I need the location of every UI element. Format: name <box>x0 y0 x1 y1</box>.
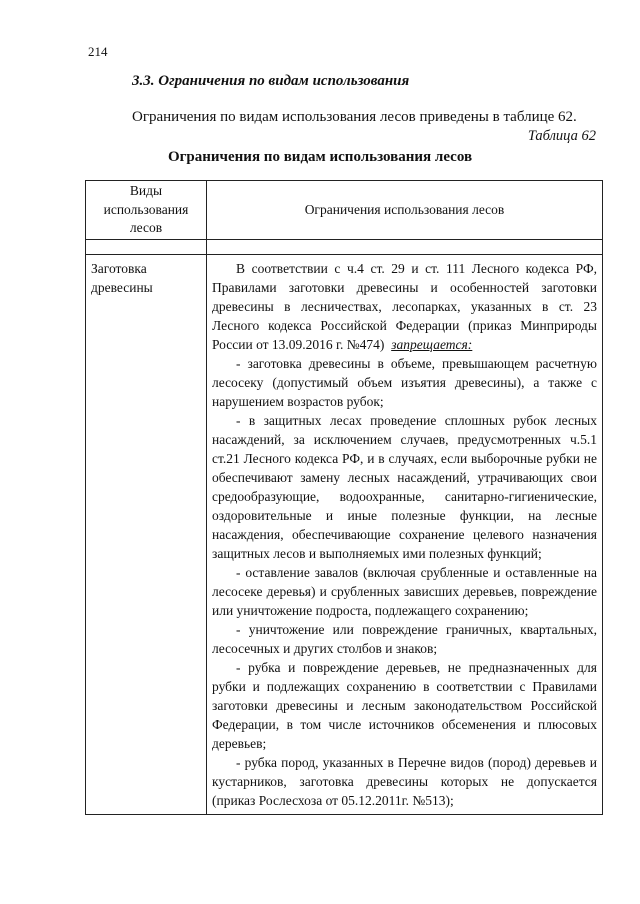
use-type-cell: Заготовка древесины <box>86 254 207 814</box>
table-row <box>86 254 603 814</box>
restriction-intro-text: В соответствии с ч.4 ст. 29 и ст. 111 Лесного кодекса РФ, Правилами заготовки древесины и особенностей заготовки древесины в лесничествах, лесопарках, указанных в ст. 23 Лесного кодекса Российской Федерации (приказ Минприроды России от 13.09.2016 г. №474) <box>212 260 597 352</box>
table-label: Таблица 62 <box>527 128 596 144</box>
section-heading: 3.3. Ограничения по видам использования <box>132 73 410 89</box>
table-title: Ограничения по видам использования лесов <box>167 149 473 165</box>
header-forest-use-types: Виды использования лесов <box>86 181 207 240</box>
restriction-intro <box>212 259 597 354</box>
restriction-item: - заготовка древесины в объеме, превышающем расчетную лесосеку (допустимый объем изъятия древесины), а также с нарушением возрастов рубок; <box>212 355 597 409</box>
intro-paragraph: Ограничения по видам использования лесов приведены в таблице 62. <box>132 109 577 125</box>
restriction-item: - оставление завалов (включая срубленные и оставленные на лесосеке деревья) и срубленных зависших деревьев, повреждение или уничтожение подроста, подлежащего сохранению; <box>212 564 597 618</box>
restriction-item: - в защитных лесах проведение сплошных рубок лесных насаждений, за исключением случаев, предусмотренных ч.5.1 ст.21 Лесного кодекса РФ, и в случаях, если выборочные рубки не обеспечивают замену лесных насаждений, утрачивающих свои средообразующие, водоохранные, санитарно-гигиенические, оздоровительные и иные полезные функции, на лесные насаждения, обеспечивающие сохранение целевого назначения защитных лесов и выполняемых ими полезных функций; <box>212 412 597 561</box>
restriction-item: - рубка и повреждение деревьев, не предназначенных для рубки и подлежащих сохранению в соответствии с Правилами заготовки древесины и лесным законодательством Российской Федерации, в том числе источников обсеменения и плюсовых деревьев; <box>212 659 597 751</box>
restriction-item: - рубка пород, указанных в Перечне видов (пород) деревьев и кустарников, заготовка древесины которых не допускается (приказ Рослесхоза от 05.12.2011г. №513); <box>212 754 597 808</box>
prohibited-label: запрещается: <box>391 336 473 352</box>
restrictions-cell <box>207 254 603 814</box>
table-header-row <box>86 181 603 240</box>
restriction-item: - уничтожение или повреждение граничных, квартальных, лесосечных и других столбов и знаков; <box>212 621 597 656</box>
header-restrictions: Ограничения использования лесов <box>207 181 603 240</box>
empty-row <box>86 239 603 254</box>
restrictions-table <box>85 180 603 815</box>
page-number: 214 <box>88 44 108 59</box>
